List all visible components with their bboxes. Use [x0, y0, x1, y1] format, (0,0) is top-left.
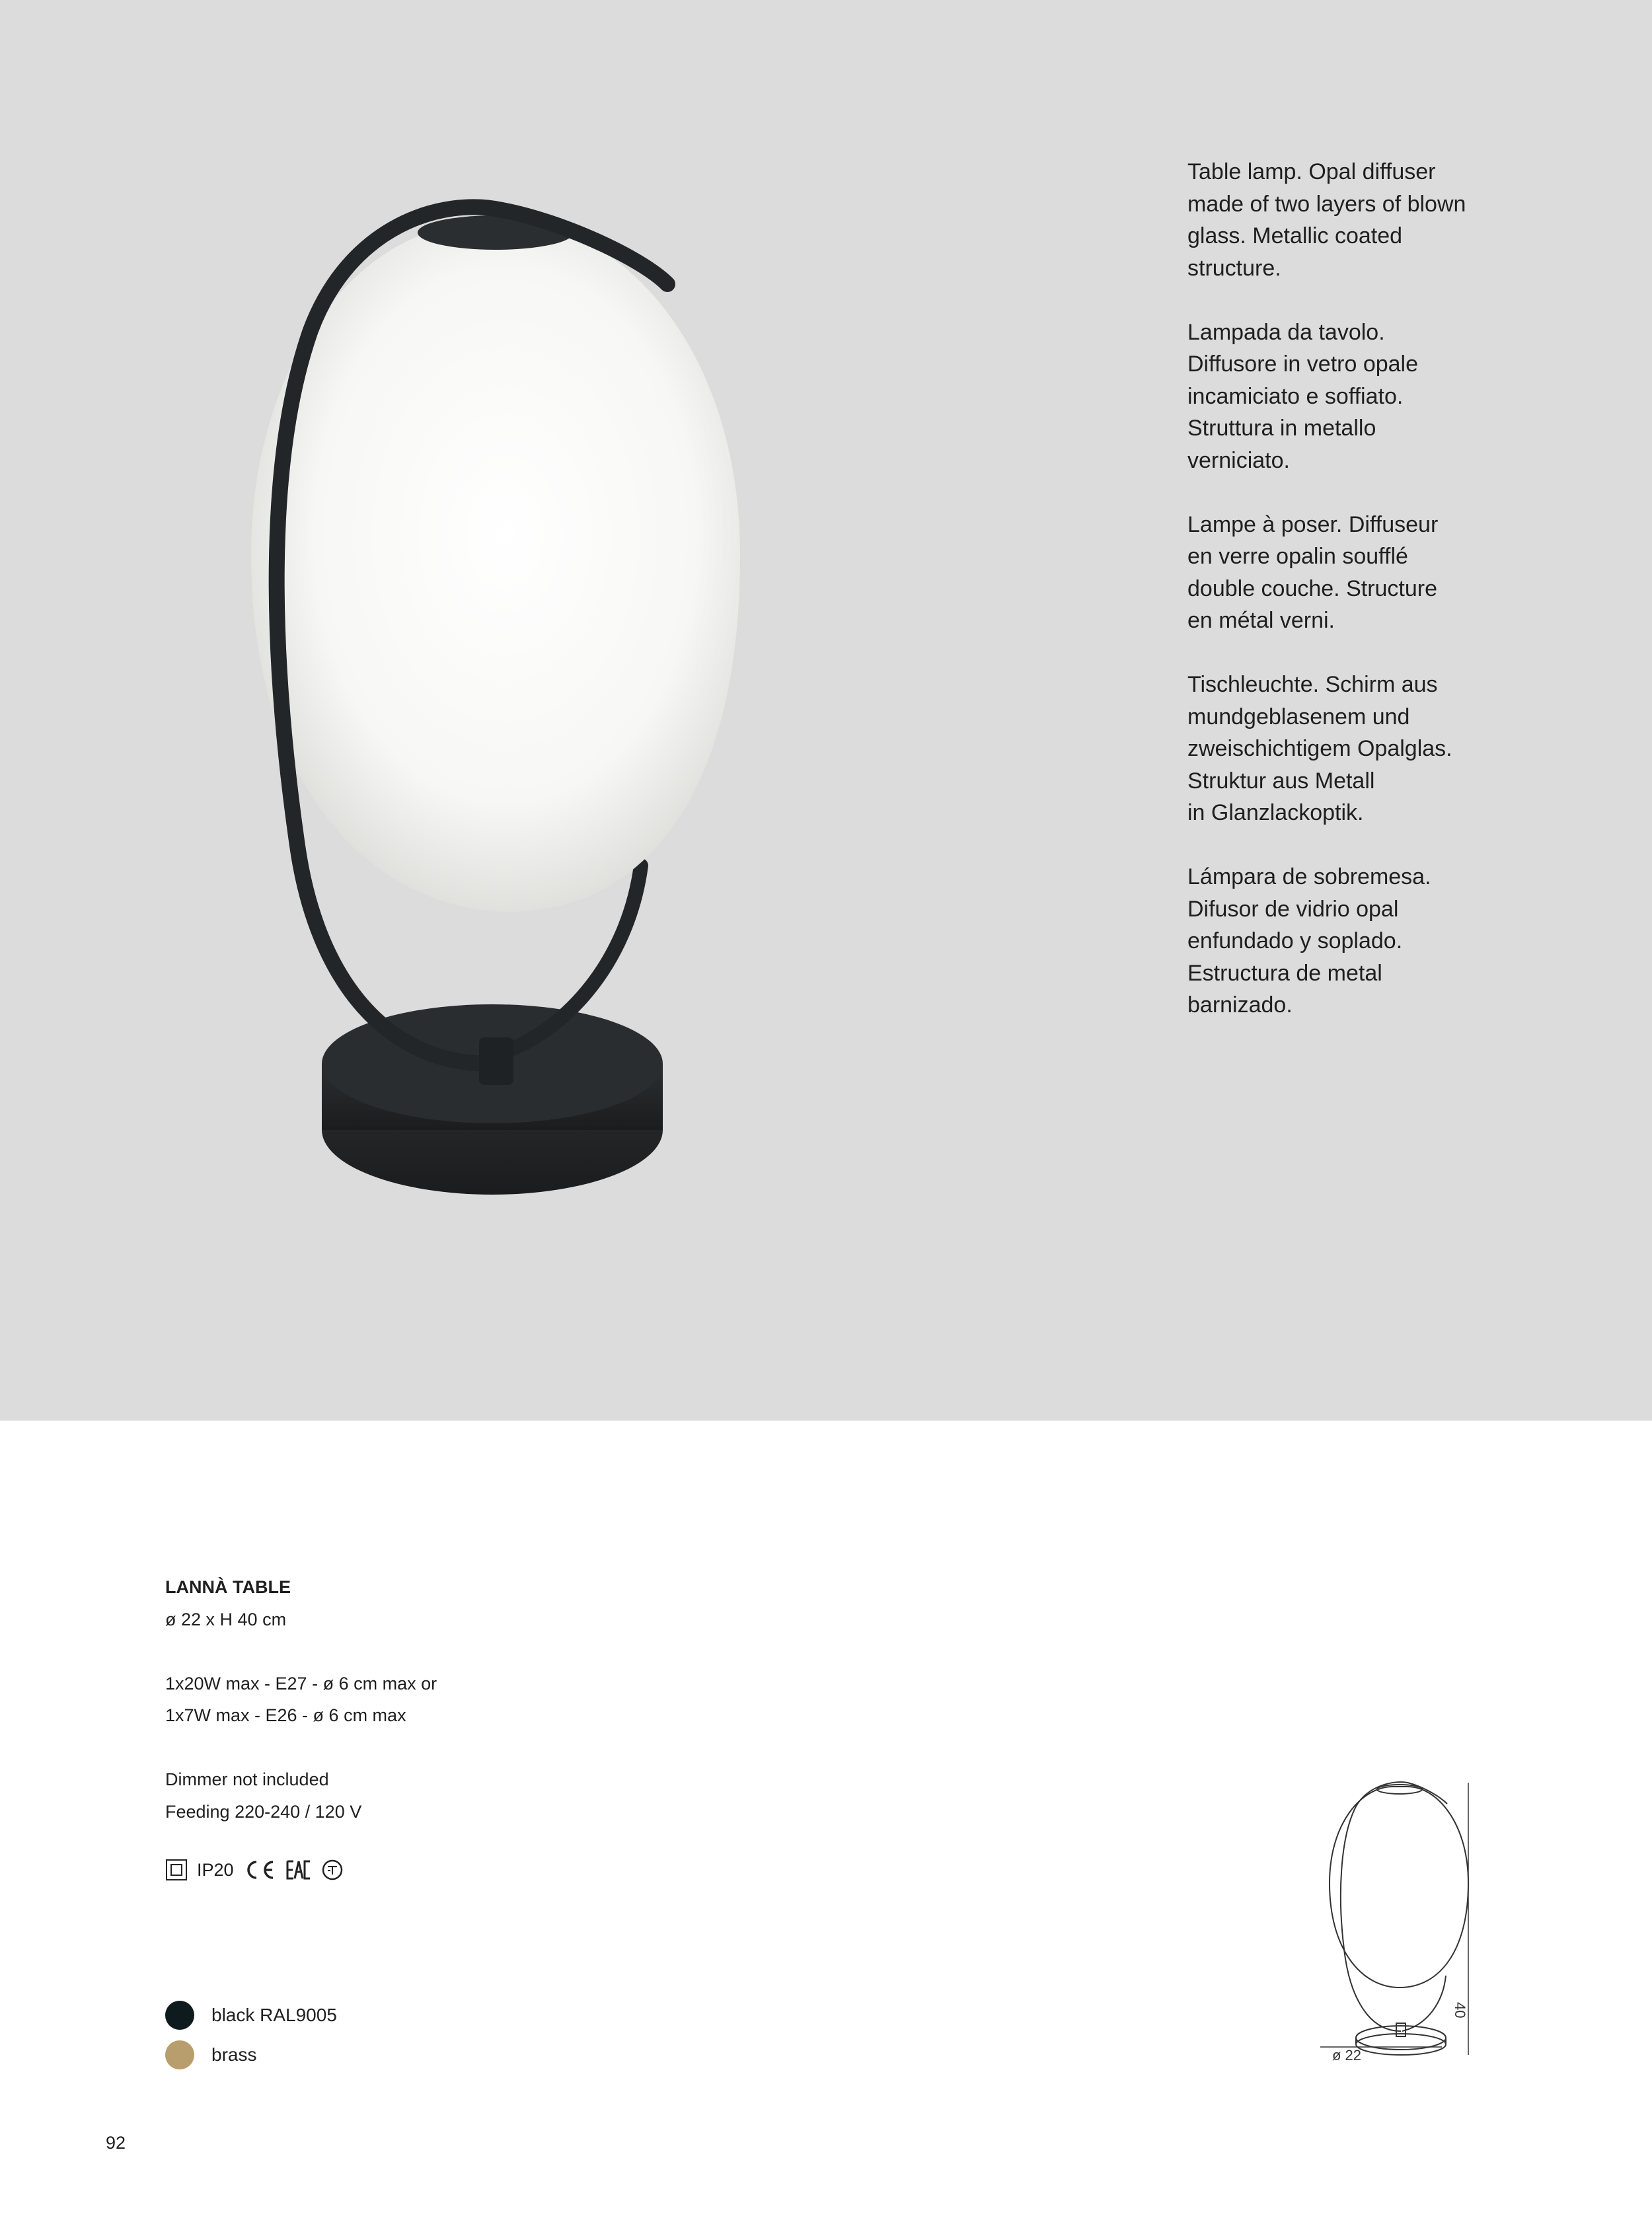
color-swatch: [165, 2040, 194, 2069]
product-dimensions: ø 22 x H 40 cm: [165, 1609, 287, 1629]
description-es: Lámpara de sobremesa. Difusor de vidrio opal enfundado y soplado. Estructura de metal barnizado.: [1187, 864, 1431, 1018]
ip-rating: IP20: [197, 1859, 234, 1880]
drawing-diameter-label: ø 22: [1332, 2047, 1362, 2063]
bulb-spec-1: 1x20W max - E27 - ø 6 cm max or: [165, 1673, 437, 1693]
finish-list: [165, 1995, 337, 2075]
page-number: 92: [106, 2133, 126, 2153]
feeding-spec: Feeding 220-240 / 120 V: [165, 1801, 362, 1822]
double-insulation-icon: [165, 1859, 188, 1881]
description-block: [1187, 156, 1505, 1053]
drawing-height-label: 40: [1452, 2002, 1468, 2019]
finish-label: brass: [211, 2044, 257, 2065]
etl-mark-icon: [321, 1859, 344, 1881]
ce-mark-icon: [243, 1859, 276, 1881]
bulb-spec-2: 1x7W max - E26 - ø 6 cm max: [165, 1705, 406, 1725]
color-swatch: [165, 2001, 194, 2030]
product-name: LANNÀ TABLE: [165, 1577, 291, 1597]
lamp-photo: [218, 185, 813, 1229]
dimmer-note: Dimmer not included: [165, 1769, 329, 1789]
description-fr: Lampe à poser. Diffuseur en verre opalin soufflé double couche. Structure en métal verni.: [1187, 511, 1439, 633]
finish-item-black[interactable]: [165, 1995, 337, 2035]
description-en: Table lamp. Opal diffuser made of two layers of blown glass. Metallic coated structure.: [1187, 159, 1466, 281]
spec-block: [165, 1571, 760, 1828]
description-de: Tischleuchte. Schirm aus mundgeblasenem und zweischichtigem Opalglas. Struktur aus Metall in Glanzlackoptik.: [1187, 672, 1452, 825]
finish-label: black RAL9005: [211, 2005, 337, 2025]
eac-mark-icon: [285, 1859, 312, 1881]
certification-row: [165, 1857, 344, 1883]
finish-item-brass[interactable]: [165, 2035, 337, 2075]
description-it: Lampada da tavolo. Diffusore in vetro opale incamiciato e soffiato. Struttura in metallo verniciato.: [1187, 319, 1419, 473]
